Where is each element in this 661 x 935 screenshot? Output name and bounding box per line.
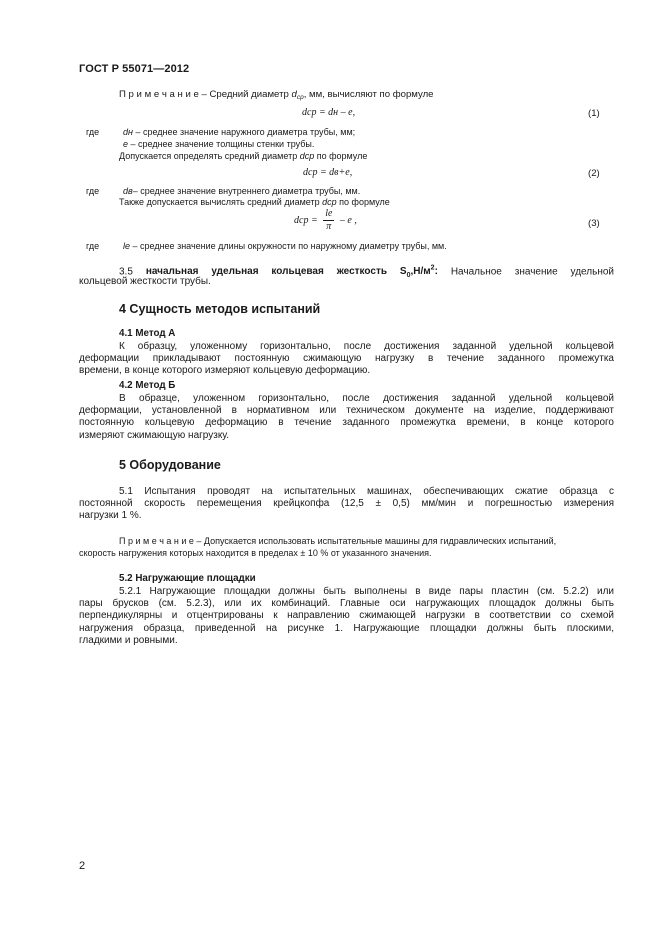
formula-3-number: (3) xyxy=(588,218,600,229)
where-label-2: где xyxy=(86,186,100,196)
formula-2: dср = dв+e, xyxy=(303,167,353,178)
formula-3: dср = $\frac{lе}{\pi}$ – e , xyxy=(294,208,357,232)
heading-4-1: 4.1 Метод А xyxy=(119,328,176,339)
paragraph-3-5-line-2: кольцевой жесткости трубы. xyxy=(79,276,211,287)
definition-wall-thickness: e – среднее значение толщины стенки трубы. xyxy=(123,139,315,149)
formula-1: dср = dн – e, xyxy=(302,107,356,118)
where-label-1: где xyxy=(86,127,100,137)
paragraph-5-1: 5.1 Испытания проводят на испытательных машинах, обеспечивающих сжатие образца с постоянной скорость перемещения крейцкопфа (12,5 ± 0,5) мм/мин и погрешностью измерения нагрузки 1 %. xyxy=(79,486,614,522)
section-4-heading: 4 Сущность методов испытаний xyxy=(119,302,321,316)
formula-1-number: (1) xyxy=(588,108,600,119)
note-mean-diameter: П р и м е ч а н и е – Средний диаметр $d_{ср}$, мм, вычисляют по формуле xyxy=(119,89,434,101)
definition-outer-diameter: dн – среднее значение наружного диаметра трубы, мм; xyxy=(123,127,356,137)
where-label-3: где xyxy=(86,241,100,251)
heading-5-2: 5.2 Нагружающие площадки xyxy=(119,573,256,584)
formula-2-number: (2) xyxy=(588,168,600,179)
formula-3-fraction: $\frac{lе}{\pi}$ xyxy=(325,208,333,232)
paragraph-4-2: В образце, уложенном горизонтально, после достижения заданной удельной кольцевой деформации, установленной в нормативном или техническом документе на изделие, поддерживают постоянную кольцевую деформацию в течение заданного промежутка времени, в конце которого измеряют сжимающую нагрузку. xyxy=(79,393,614,441)
allow-formula-2-text: Допускается определять средний диаметр dср по формуле xyxy=(119,151,368,161)
definition-inner-diameter: dв– среднее значение внутреннего диаметра трубы, мм. xyxy=(123,186,361,196)
document-header: ГОСТ Р 55071—2012 xyxy=(79,63,190,75)
definition-circumference: lе – среднее значение длины окружности по наружному диаметру трубы, мм. xyxy=(123,241,447,251)
heading-4-2: 4.2 Метод Б xyxy=(119,380,176,391)
paragraph-4-1: К образцу, уложенному горизонтально, после достижения заданной удельной кольцевой деформации прикладывают постоянную сжимающую нагрузку в течение заданного промежутка времени, в конце которого измеряют кольцевую деформацию. xyxy=(79,341,614,377)
allow-formula-3-text: Также допускается вычислять средний диаметр dср по формуле xyxy=(119,197,390,207)
paragraph-5-2-1: 5.2.1 Нагружающие площадки должны быть выполнены в виде пары пластин (см. 5.2.2) или пары брусков (см. 5.2.3), или их комбинаций. Главные оси нагружающих площадок должны быть перпендикулярны и отцентрированы к направлению сжимающей нагрузки в соответствии со схемой нагружения образца, приведенной на рисунке 1. Нагружающие площадки должны быть плоскими, гладкими и ровными. xyxy=(79,586,614,646)
page-number: 2 xyxy=(79,860,86,872)
paragraph-3-5-line-1: 3.5 начальная удельная кольцевая жесткость $S_0,Н/м^2$: Начальное значение удельной xyxy=(119,265,614,280)
section-5-heading: 5 Оборудование xyxy=(119,458,221,472)
note-hydraulic-machines: П р и м е ч а н и е – Допускается использовать испытательные машины для гидравлических испытаний, скорость нагружения которых находится в пределах ± 10 % от указанного значения. xyxy=(79,536,557,558)
